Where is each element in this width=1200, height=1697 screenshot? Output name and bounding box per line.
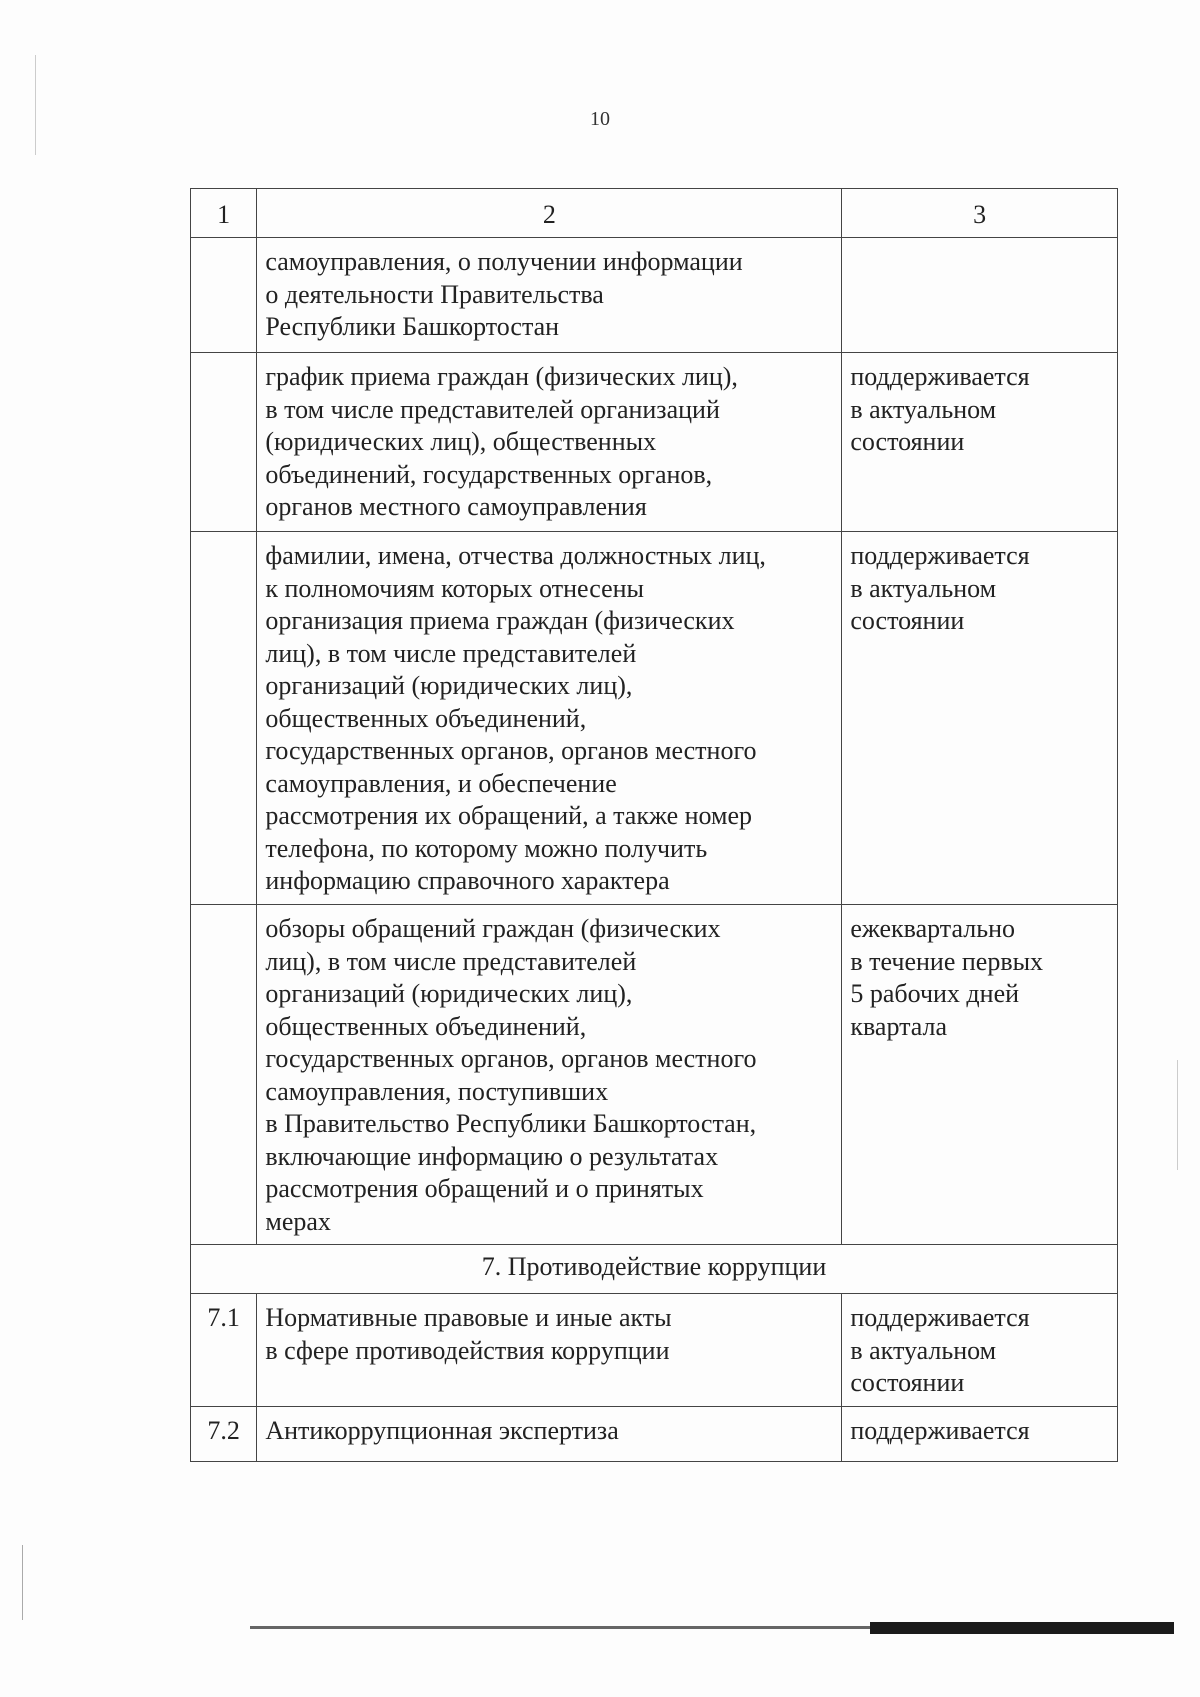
scan-bottom-line — [250, 1626, 870, 1629]
row-text: Антикоррупционная экспертиза — [257, 1406, 842, 1461]
row-number: 7.1 — [191, 1294, 257, 1407]
table-row — [191, 905, 1118, 1245]
header-col-3: 3 — [842, 189, 1118, 238]
section-title: 7. Противодействие коррупции — [191, 1245, 1118, 1294]
page-number: 10 — [590, 108, 610, 130]
row-number — [191, 905, 257, 1245]
row-status: поддерживается в актуальном состоянии — [842, 1294, 1118, 1407]
table-row — [191, 532, 1118, 905]
table-row — [191, 1406, 1118, 1461]
row-status: ежеквартально в течение первых 5 рабочих дней квартала — [842, 905, 1118, 1245]
row-number — [191, 532, 257, 905]
scan-bottom-bar — [250, 1622, 1174, 1634]
row-number: 7.2 — [191, 1406, 257, 1461]
header-col-2: 2 — [257, 189, 842, 238]
row-text: фамилии, имена, отчества должностных лиц, к полномочиям которых отнесены организация приема граждан (физических лиц), в том числе представителей организаций (юридических лиц), общественных объединений, государственных органов, органов местного самоуправления, и обеспечение рассмотрения их обращений, а также номер телефона, по которому можно получить информацию справочного характера — [257, 532, 842, 905]
row-text: самоуправления, о получении информации о деятельности Правительства Республики Башкортостан — [257, 238, 842, 353]
scan-mark-left-top — [35, 55, 36, 155]
row-text: график приема граждан (физических лиц), в том числе представителей организаций (юридических лиц), общественных объединений, государственных органов, органов местного самоуправления — [257, 353, 842, 532]
row-status: поддерживается в актуальном состоянии — [842, 532, 1118, 905]
section-heading-row — [191, 1245, 1118, 1294]
row-number — [191, 353, 257, 532]
document-table — [190, 188, 1118, 1462]
scan-mark-left-bottom — [22, 1545, 23, 1620]
row-status: поддерживается в актуальном состоянии — [842, 353, 1118, 532]
row-status — [842, 238, 1118, 353]
scan-bottom-block — [870, 1622, 1174, 1634]
table-row — [191, 353, 1118, 532]
header-col-1: 1 — [191, 189, 257, 238]
row-text: обзоры обращений граждан (физических лиц), в том числе представителей организаций (юридических лиц), общественных объединений, государственных органов, органов местного самоуправления, поступивших в Правительство Республики Башкортостан, включающие информацию о результатах рассмотрения обращений и о принятых мерах — [257, 905, 842, 1245]
row-number — [191, 238, 257, 353]
table-row — [191, 238, 1118, 353]
scan-mark-right — [1177, 1060, 1178, 1170]
table-row — [191, 1294, 1118, 1407]
row-text: Нормативные правовые и иные акты в сфере противодействия коррупции — [257, 1294, 842, 1407]
table-header-row — [191, 189, 1118, 238]
row-status: поддерживается — [842, 1406, 1118, 1461]
